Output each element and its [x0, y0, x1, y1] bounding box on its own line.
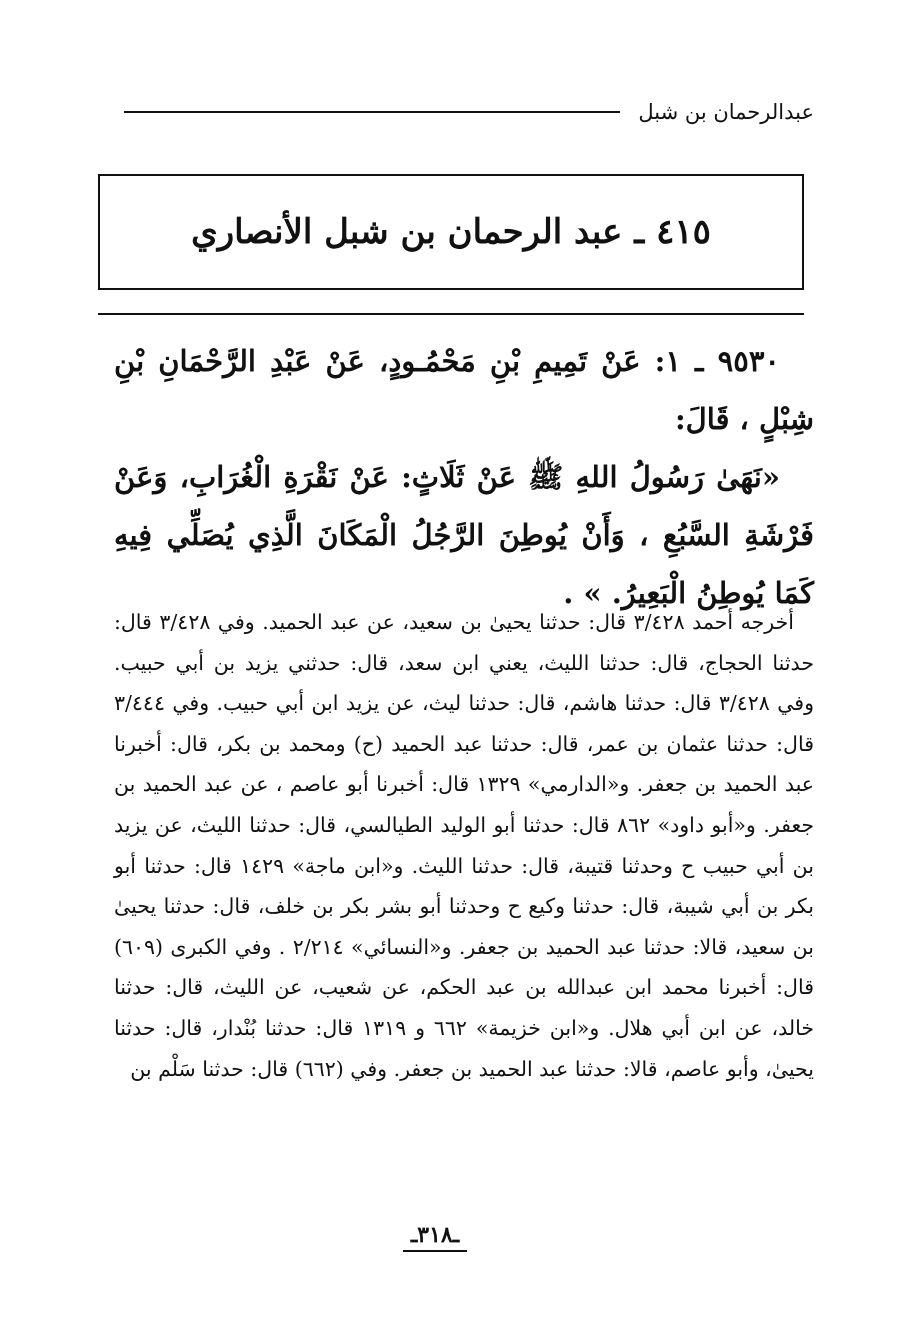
hadith-isnad: ٩٥٣٠ ـ ١: عَنْ تَمِيمِ بْنِ مَحْمُـودٍ، عَنْ عَبْدِ الرَّحْمَانِ بْنِ شِبْلٍ ، قَالَ:	[114, 344, 814, 436]
running-header	[114, 92, 814, 132]
title-divider	[98, 313, 804, 315]
takhrij-section	[114, 602, 814, 1089]
page-number-text: ـ٣١٨ـ	[403, 1222, 467, 1252]
takhrij-paragraph: أخرجه أحمد ٣/٤٢٨ قال: حدثنا يحيىٰ بن سعيد، عن عبد الحميد. وفي ٣/٤٢٨ قال: حدثنا الحجاج، قال: حدثنا الليث، يعني ابن سعد، قال: حدثني يزيد بن أبي حبيب. وفي ٣/٤٢٨ قال: حدثنا هاشم، قال: حدثنا ليث، عن يزيد ابن أبي حبيب. وفي ٣/٤٤٤ قال: حدثنا عثمان بن عمر، قال: حدثنا عبد الحميد (ح) ومحمد بن بكر، قال: أخبرنا عبد الحميد بن جعفر. و«الدارمي» ١٣٢٩ قال: أخبرنا أبو عاصم ، عن عبد الحميد بن جعفر. و«أبو داود» ٨٦٢ قال: حدثنا أبو الوليد الطيالسي، قال: حدثنا الليث، عن يزيد بن أبي حبيب ح وحدثنا قتيبة، قال: حدثنا الليث. و«ابن ماجة» ١٤٢٩ قال: حدثنا أبو بكر بن أبي شيبة، قال: حدثنا وكيع ح وحدثنا أبو بشر بكر بن خلف، قال: حدثنا يحيىٰ بن سعيد، قالا: حدثنا عبد الحميد بن جعفر. و«النسائي» ٢/٢١٤ . وفي الكبرى (٦٠٩) قال: أخبرنا محمد ابن عبدالله بن عبد الحكم، عن شعيب، عن الليث، قال: حدثنا خالد، عن ابن أبي هلال. و«ابن خزيمة» ٦٦٢ و ١٣١٩ قال: حدثنا بُنْدار، قال: حدثنا يحيىٰ، وأبو عاصم، قالا: حدثنا عبد الحميد بن جعفر. وفي (٦٦٢) قال: حدثنا سَلْم بن	[114, 610, 815, 1081]
entry-title: ٤١٥ ـ عبد الرحمان بن شبل الأنصاري	[191, 212, 711, 252]
hadith-text	[114, 332, 814, 622]
hadith-matn: «نَهَىٰ رَسُولُ اللهِ ﷺ عَنْ ثَلَاثٍ: عَنْ نَقْرَةِ الْغُرَابِ، وَعَنْ فَرْشَةِ السَّبُعِ ، وَأَنْ يُوطِنَ الرَّجُلُ الْمَكَانَ الَّذِي يُصَلِّي فِيهِ كَمَا يُوطِنُ الْبَعِيرُ. » .	[114, 460, 814, 610]
entry-title-box	[98, 174, 804, 290]
running-header-text: عبدالرحمان بن شبل	[638, 100, 814, 124]
page-number	[0, 1222, 870, 1248]
running-header-rule	[124, 111, 620, 113]
